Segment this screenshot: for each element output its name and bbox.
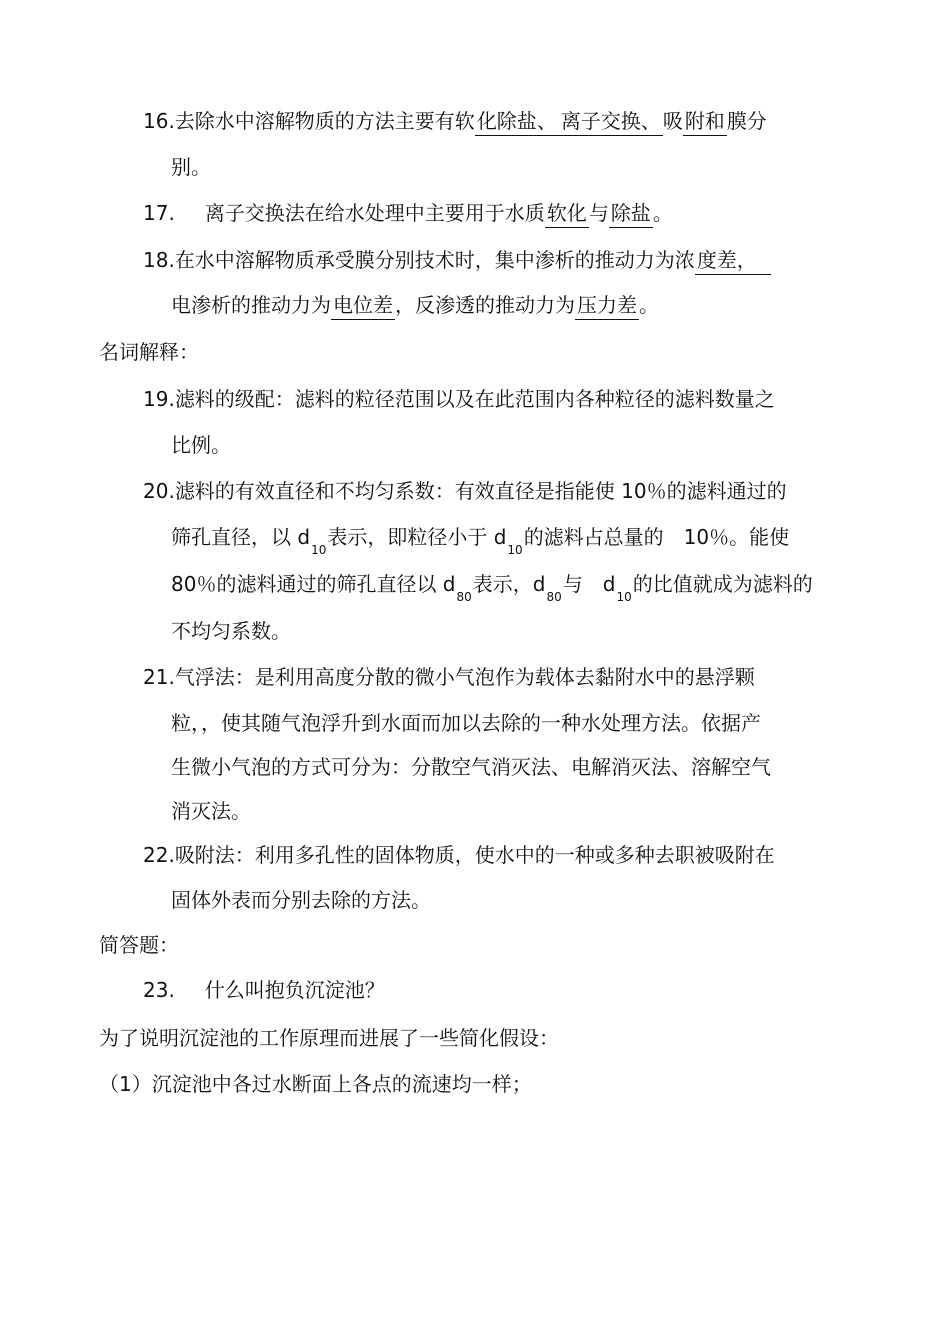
underlined-answer: 电位差 (331, 291, 395, 320)
item-number: 20. (143, 479, 175, 503)
item-text: 什么叫抱负沉淀池？ (204, 978, 385, 1002)
item-20-line-2 (171, 523, 790, 557)
underlined-answer: 压力差 (575, 291, 639, 320)
item-text: 筛孔直径，以 d (171, 525, 311, 549)
item-text: 离子交换法在给水处理中主要用于水质 (204, 201, 545, 225)
underlined-answer: 离子交换、 (559, 107, 663, 136)
item-19-line-2: 比例。 (171, 433, 231, 457)
item-text: 滤料的有效直径和不均匀系数：有效直径是指能使 10％的滤料通过的 (174, 479, 787, 503)
item-21-line-3: 生微小气泡的方式可分为：分散空气消灭法、电解消灭法、溶解空气 (171, 755, 771, 779)
item-number: 22. (143, 843, 175, 867)
subscript: 80 (546, 590, 562, 604)
item-16-line-1 (143, 107, 767, 136)
subscript: 10 (311, 543, 327, 557)
item-text: 。 (652, 201, 673, 225)
item-number: 18. (143, 248, 175, 272)
item-number: 19. (143, 387, 175, 411)
item-22-line-2: 固体外表而分别去除的方法。 (171, 888, 431, 912)
underlined-answer: 度差， (695, 246, 771, 275)
item-text: 与 (588, 201, 609, 225)
item-text: 表示，d (472, 572, 546, 596)
item-21-line-4: 消灭法。 (171, 799, 251, 823)
item-22-line-1 (143, 841, 775, 869)
item-text: 80％的滤料通过的筛孔直径以 d (171, 572, 456, 596)
item-text: 在水中溶解物质承受膜分别技术时，集中渗析的推动力为浓 (174, 248, 695, 272)
item-number: 23. (143, 978, 175, 1002)
item-text: 去除水中溶解物质的方法主要有软 (174, 109, 475, 133)
underlined-answer: 除盐 (609, 199, 653, 228)
item-21-line-2: 粒，，使其随气泡浮升到水面而加以去除的一种水处理方法。依据产 (171, 711, 761, 735)
item-text: 与 d (562, 572, 616, 596)
underlined-answer: 软化 (545, 199, 589, 228)
item-text: 电渗析的推动力为 (171, 293, 331, 317)
item-text: 吸 (662, 109, 683, 133)
section-heading-short-answer: 简答题： (99, 933, 179, 957)
item-text: 。 (639, 293, 659, 317)
item-21-line-1 (143, 663, 755, 691)
item-19-line-1 (143, 385, 775, 413)
item-text: ，反渗透的推动力为 (395, 293, 575, 317)
item-20-line-4: 不均匀系数。 (171, 619, 291, 643)
underlined-answer: 化除盐、 (475, 107, 559, 136)
item-18-line-1 (143, 246, 771, 275)
item-number: 21. (143, 665, 175, 689)
item-16-line-2: 别。 (171, 155, 211, 179)
item-18-line-2 (171, 291, 659, 320)
item-text: 的滤料占总量的 10％。能使 (523, 525, 790, 549)
item-23-line-1 (143, 976, 385, 1004)
item-text: 滤料的级配：滤料的粒径范围以及在此范围内各种粒径的滤料数量之 (174, 387, 775, 411)
section-heading-terms: 名词解释： (99, 340, 199, 364)
item-text: 气浮法：是利用高度分散的微小气泡作为载体去黏附水中的悬浮颗 (174, 665, 755, 689)
item-20-line-1 (143, 477, 787, 505)
underlined-answer: 附和 (683, 107, 727, 136)
item-text: 膜分 (726, 109, 767, 133)
item-20-line-3 (171, 570, 813, 604)
paragraph-1: 为了说明沉淀池的工作原理而进展了一些简化假设： (99, 1026, 559, 1050)
subscript: 10 (616, 590, 632, 604)
subscript: 10 (507, 543, 523, 557)
subscript: 80 (456, 590, 472, 604)
item-text: 的比值就成为滤料的 (632, 572, 813, 596)
item-number: 17. (143, 201, 175, 225)
item-17-line-1 (143, 199, 673, 228)
item-number: 16. (143, 109, 175, 133)
item-text: 表示，即粒径小于 d (327, 525, 507, 549)
paragraph-2: （1）沉淀池中各过水断面上各点的流速均一样； (99, 1072, 532, 1096)
item-text: 吸附法：利用多孔性的固体物质，使水中的一种或多种去职被吸附在 (174, 843, 775, 867)
